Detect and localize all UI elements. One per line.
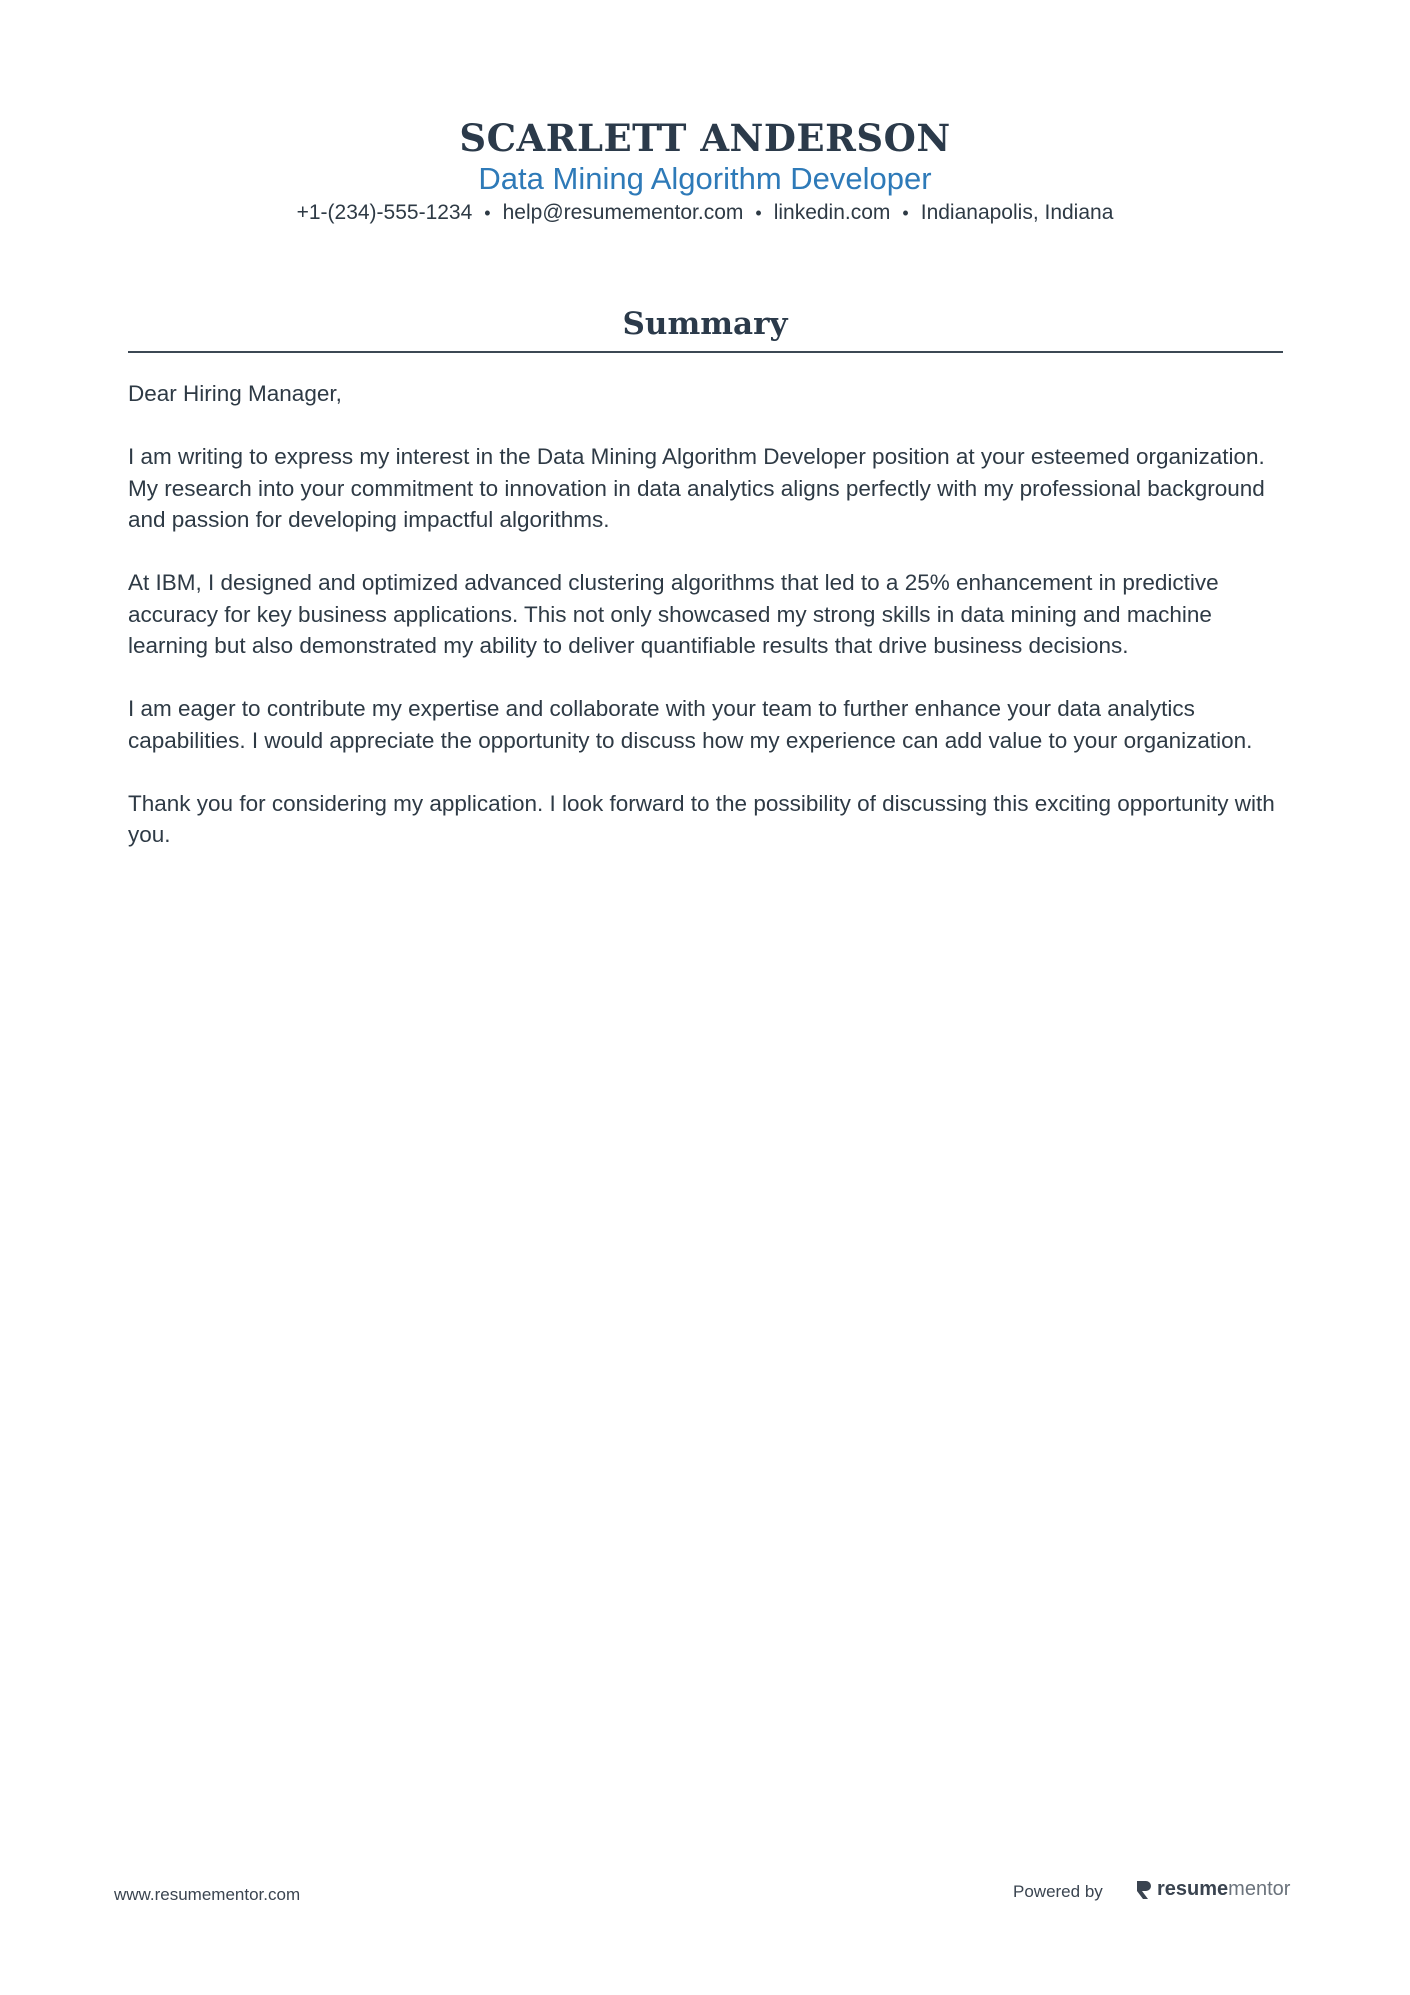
letter-salutation: Dear Hiring Manager,	[128, 381, 342, 406]
section-divider	[128, 351, 1283, 353]
powered-by-label: Powered by	[1013, 1882, 1103, 1901]
letter-body	[128, 378, 1288, 882]
section-title-summary: Summary	[622, 306, 788, 342]
contact-separator: •	[484, 203, 491, 223]
brand-name-part2: mentor	[1228, 1878, 1291, 1900]
contact-email[interactable]: help@resumementor.com	[502, 201, 744, 224]
letter-paragraph: At IBM, I designed and optimized advanced clustering algorithms that led to a 25% enhancement in predictive accuracy for key business applications. This not only showcased my strong skills in data mining and machine learning but also demonstrated my ability to deliver quantifiable results that drive business decisions.	[128, 570, 1219, 658]
brand-logo[interactable]	[1135, 1878, 1290, 1901]
contact-separator: •	[755, 203, 762, 223]
contact-separator: •	[902, 203, 909, 223]
footer-website-link[interactable]: www.resumementor.com	[114, 1885, 301, 1904]
letter-paragraph: I am writing to express my interest in the Data Mining Algorithm Developer position at your esteemed organization. My research into your commitment to innovation in data analytics aligns perfectly with my professional background and passion for developing impactful algorithms.	[128, 444, 1265, 532]
resume-header	[0, 116, 1410, 228]
brand-name-part1: resume	[1157, 1878, 1229, 1900]
contact-linkedin[interactable]: linkedin.com	[773, 201, 891, 224]
candidate-name: SCARLETT ANDERSON	[459, 116, 951, 160]
resumementor-logo-icon	[1135, 1879, 1153, 1901]
contact-location: Indianapolis, Indiana	[920, 201, 1114, 224]
job-title: Data Mining Algorithm Developer	[478, 161, 932, 196]
contact-phone: +1-(234)-555-1234	[296, 201, 473, 224]
contact-line	[0, 198, 1410, 228]
letter-paragraph: I am eager to contribute my expertise and collaborate with your team to further enhance your data analytics capabilities. I would appreciate the opportunity to discuss how my experience can add value to your organization.	[128, 696, 1253, 753]
letter-paragraph: Thank you for considering my application. I look forward to the possibility of discussing this exciting opportunity with you.	[128, 790, 1275, 847]
